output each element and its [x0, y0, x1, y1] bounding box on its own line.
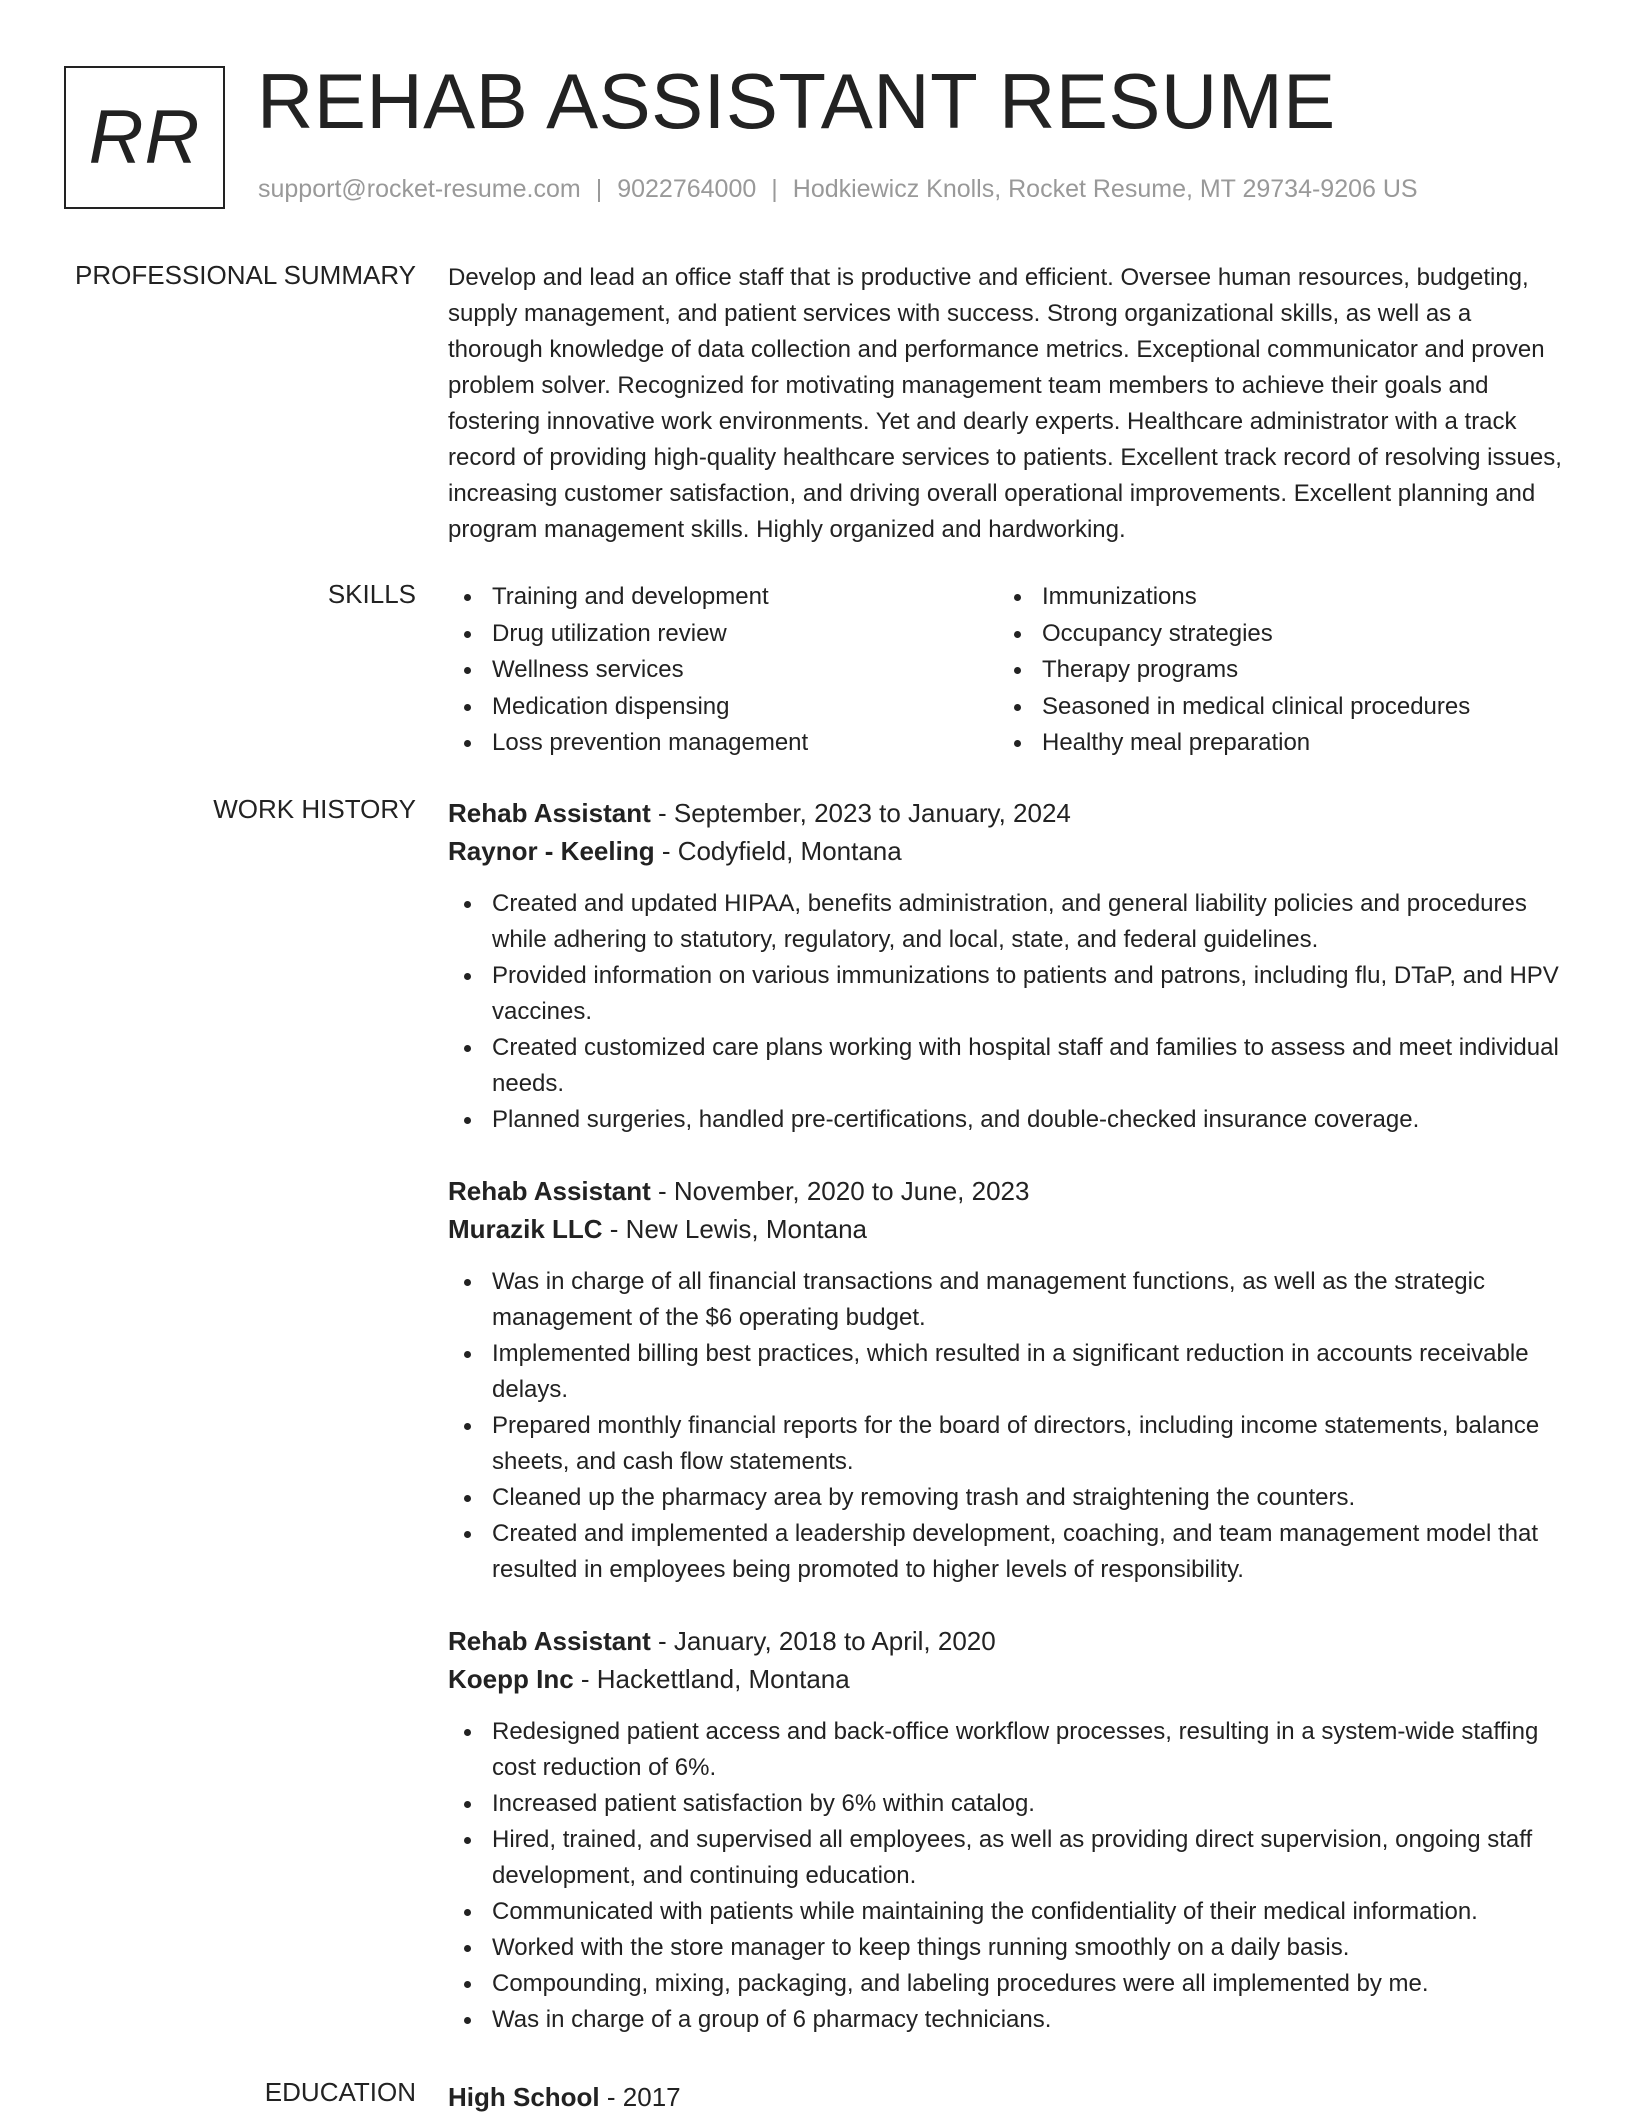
skill-item: Wellness services — [448, 652, 998, 689]
contact-line — [258, 175, 1418, 204]
skills-body — [448, 579, 1572, 762]
job-company: Murazik LLC — [448, 1214, 603, 1244]
job-entry — [448, 1172, 1572, 1588]
education-line — [448, 2077, 1572, 2112]
job-entry — [448, 1622, 1572, 2038]
skill-item: Training and development — [448, 579, 998, 616]
job-bullet: Increased patient satisfaction by 6% within catalog. — [448, 1786, 1572, 1822]
job-location: - Codyfield, Montana — [654, 836, 902, 866]
job-bullet: Implemented billing best practices, which resulted in a significant reduction in accounts receivable delays. — [448, 1336, 1572, 1408]
job-bullet: Provided information on various immunizations to patients and patrons, including flu, DTaP, and HPV vaccines. — [448, 958, 1572, 1030]
job-bullet: Created customized care plans working with hospital staff and families to assess and meet individual needs. — [448, 1030, 1572, 1102]
job-bullet: Created and updated HIPAA, benefits administration, and general liability policies and procedures while adhering to statutory, regulatory, and local, state, and federal guidelines. — [448, 886, 1572, 958]
education-body — [448, 2077, 1572, 2112]
job-entry — [448, 794, 1572, 1138]
job-dates: - January, 2018 to April, 2020 — [650, 1626, 996, 1656]
job-company: Koepp Inc — [448, 1664, 574, 1694]
job-bullet: Worked with the store manager to keep things running smoothly on a daily basis. — [448, 1930, 1572, 1966]
skill-item: Occupancy strategies — [998, 616, 1470, 653]
contact-email[interactable]: support@rocket-resume.com — [258, 175, 581, 203]
job-bullet: Compounding, mixing, packaging, and labeling procedures were all implemented by me. — [448, 1966, 1572, 2002]
skills-list-right — [998, 579, 1470, 762]
job-bullet: Cleaned up the pharmacy area by removing trash and straightening the counters. — [448, 1480, 1572, 1516]
skill-item: Loss prevention management — [448, 725, 998, 762]
job-dates: - November, 2020 to June, 2023 — [650, 1176, 1030, 1206]
contact-separator: | — [771, 175, 778, 203]
job-title: Rehab Assistant — [448, 1176, 651, 1206]
job-bullet: Prepared monthly financial reports for the board of directors, including income statements, balance sheets, and cash flow statements. — [448, 1408, 1572, 1480]
skill-item: Medication dispensing — [448, 689, 998, 726]
skills-list-left — [448, 579, 998, 762]
skill-item: Healthy meal preparation — [998, 725, 1470, 762]
education-degree: High School — [448, 2082, 600, 2112]
skill-item: Seasoned in medical clinical procedures — [998, 689, 1470, 726]
job-company-line — [448, 832, 1572, 870]
skill-item: Therapy programs — [998, 652, 1470, 689]
job-bullet: Hired, trained, and supervised all employees, as well as providing direct supervision, ongoing staff development, and continuing education. — [448, 1822, 1572, 1894]
skill-item: Drug utilization review — [448, 616, 998, 653]
job-company-line — [448, 1660, 1572, 1698]
job-location: - Hackettland, Montana — [573, 1664, 850, 1694]
job-title-line — [448, 1622, 1572, 1660]
job-title: Rehab Assistant — [448, 1626, 651, 1656]
job-bullet: Communicated with patients while maintaining the confidentiality of their medical information. — [448, 1894, 1572, 1930]
job-bullet: Was in charge of all financial transactions and management functions, as well as the strategic management of the $6 operating budget. — [448, 1264, 1572, 1336]
monogram-initials: RR — [88, 95, 201, 180]
job-bullet: Redesigned patient access and back-office workflow processes, resulting in a system-wide staffing cost reduction of 6%. — [448, 1714, 1572, 1786]
job-location: - New Lewis, Montana — [602, 1214, 868, 1244]
job-bullet: Was in charge of a group of 6 pharmacy technicians. — [448, 2002, 1572, 2038]
contact-phone[interactable]: 9022764000 — [617, 175, 757, 203]
job-bullets — [448, 1264, 1572, 1588]
contact-separator: | — [595, 175, 603, 203]
work-history-body — [448, 794, 1572, 2038]
job-bullet: Created and implemented a leadership development, coaching, and team management model that resulted in employees being promoted to higher levels of responsibility. — [448, 1516, 1572, 1588]
job-title-line — [448, 794, 1572, 832]
job-bullet: Planned surgeries, handled pre-certifications, and double-checked insurance coverage. — [448, 1102, 1572, 1138]
section-label-skills: SKILLS — [327, 579, 416, 609]
monogram-logo — [64, 66, 225, 209]
summary-text: Develop and lead an office staff that is productive and efficient. Oversee human resources, budgeting, supply management, and patient services with success. Strong organizational skills, as well as a thorough knowledge of data collection and performance metrics. Exceptional communicator and proven problem solver. Recognized for motivating management team members to achieve their goals and fostering innovative work environments. Yet and dearly experts. Healthcare administrator with a track record of providing high-quality healthcare services to patients. Excellent track record of resolving issues, increasing customer satisfaction, and driving overall operational improvements. Excellent planning and program management skills. Highly organized and hardworking. — [448, 264, 1562, 543]
job-bullets — [448, 886, 1572, 1138]
job-company: Raynor - Keeling — [448, 836, 655, 866]
resume-title: REHAB ASSISTANT RESUME — [257, 57, 1336, 145]
contact-address: Hodkiewicz Knolls, Rocket Resume, MT 29734-9206 US — [792, 175, 1418, 203]
job-bullets — [448, 1714, 1572, 2038]
skill-item: Immunizations — [998, 579, 1470, 616]
education-year: - 2017 — [599, 2082, 681, 2112]
section-label-work-history: WORK HISTORY — [213, 794, 416, 824]
job-title-line — [448, 1172, 1572, 1210]
job-title: Rehab Assistant — [448, 798, 651, 828]
section-label-education: EDUCATION — [264, 2077, 416, 2107]
job-company-line — [448, 1210, 1572, 1248]
job-dates: - September, 2023 to January, 2024 — [650, 798, 1071, 828]
section-label-summary: PROFESSIONAL SUMMARY — [75, 260, 416, 290]
